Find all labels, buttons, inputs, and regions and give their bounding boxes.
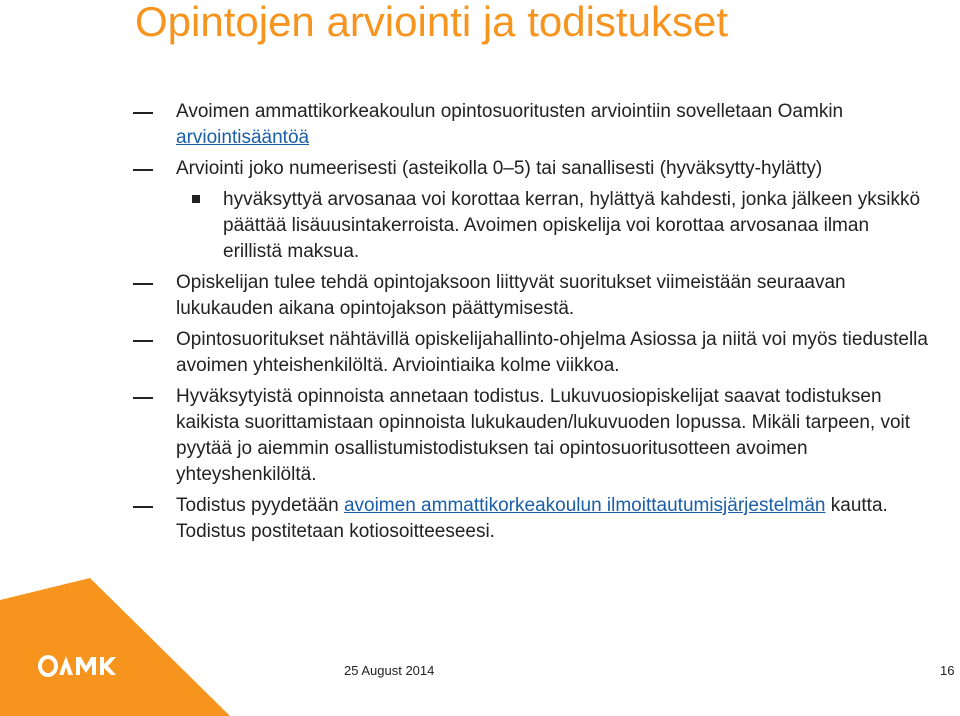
footer-date: 25 August 2014	[344, 663, 435, 678]
bullet-text: Opintosuoritukset nähtävillä opiskelijahallinto-ohjelma Asiossa ja niitä voi myös tiedustella avoimen yhteishenkilöltä. Arviointiaika kolme viikkoa.	[176, 329, 928, 376]
dash-bullet-marker	[133, 112, 153, 114]
ilmoittautumisjarjestelma-link[interactable]: avoimen ammattikorkeakoulun ilmoittautumisjärjestelmän	[343, 495, 826, 516]
dash-bullet-marker	[133, 169, 153, 171]
bullet-item	[133, 156, 933, 182]
bullet-item	[133, 99, 933, 151]
bullet-text: Arviointi joko numeerisesti (asteikolla 0–5) tai sanallisesti (hyväksytty-hylätty)	[176, 158, 823, 179]
dash-bullet-marker	[133, 340, 153, 342]
dash-bullet-marker	[133, 283, 153, 285]
bullet-text: Avoimen ammattikorkeakoulun opintosuoritusten arviointiin sovelletaan Oamkin	[176, 101, 844, 122]
bullet-item	[133, 270, 933, 322]
bullet-item	[133, 493, 933, 545]
sub-bullet-text: hyväksyttyä arvosanaa voi korottaa kerran, hylättyä kahdesti, jonka jälkeen yksikkö päättää lisäuusintakerroista. Avoimen opiskelija voi korottaa arvosanaa ilman erillistä maksua.	[223, 189, 921, 262]
bullet-text: Todistus pyydetään	[176, 495, 344, 516]
bullet-text-tail: kautta. Todistus postitetaan kotiosoitteeseesi.	[176, 495, 888, 542]
sub-bullet-item	[133, 187, 933, 265]
bullet-item	[133, 384, 933, 488]
slide-title: Opintojen arviointi ja todistukset	[135, 0, 728, 45]
slide-content	[133, 99, 933, 550]
bullet-text: Opiskelijan tulee tehdä opintojaksoon liittyvät suoritukset viimeistään seuraavan lukukauden aikana opintojakson päättymisestä.	[176, 272, 846, 319]
oamk-logo	[38, 652, 128, 680]
page-number: 16	[940, 663, 955, 678]
square-bullet-marker	[192, 195, 200, 203]
arviointisaanto-link[interactable]: arviointisääntöä	[176, 127, 310, 148]
dash-bullet-marker	[133, 506, 153, 508]
bullet-item	[133, 327, 933, 379]
dash-bullet-marker	[133, 397, 153, 399]
bullet-text: Hyväksytyistä opinnoista annetaan todistus. Lukuvuosiopiskelijat saavat todistuksen kaikista suorittamistaan opinnoista lukukauden/lukuvuoden lopussa. Mikäli tarpeen, voit pyytää jo aiemmin osallistumistodistuksen tai opintosuoritusotteen avoimen yhteyshenkilöltä.	[176, 386, 911, 485]
